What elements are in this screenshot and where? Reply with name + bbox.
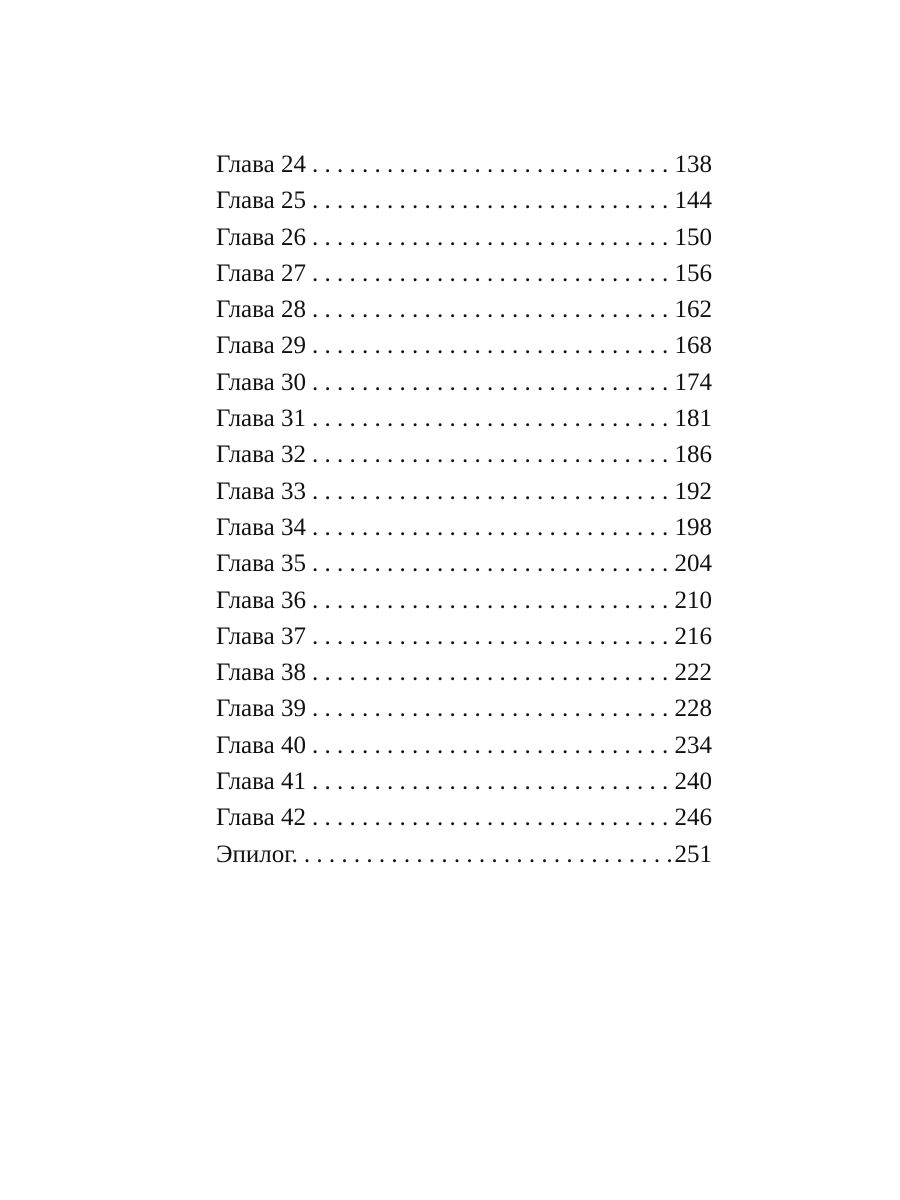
toc-entry-title: Глава 35 [216,550,306,578]
toc-dot-leader [306,401,672,437]
toc-entry[interactable] [216,292,712,328]
toc-entry[interactable] [216,256,712,292]
toc-dot-leader [298,837,672,873]
toc-dot-leader [306,220,672,256]
toc-entry[interactable] [216,583,712,619]
toc-entry-page: 246 [674,804,712,832]
toc-entry-page: 240 [674,768,712,796]
toc-dot-leader [306,619,672,655]
toc-entry-page: 156 [674,259,712,287]
toc-entry-title: Глава 37 [216,622,306,650]
toc-entry[interactable] [216,183,712,219]
toc-dot-leader [306,474,672,510]
toc-entry-title: Глава 29 [216,332,306,360]
toc-dot-leader [306,437,672,473]
toc-entry-title: Глава 41 [216,768,306,796]
toc-dot-leader [306,183,672,219]
toc-dot-leader [306,328,672,364]
toc-entry-title: Глава 33 [216,477,306,505]
toc-entry-page: 198 [674,513,712,541]
toc-entry-page: 138 [674,151,712,178]
toc-entry[interactable] [216,365,712,401]
toc-entry-title: Глава 31 [216,405,306,433]
toc-entry[interactable] [216,220,712,256]
toc-entry-page: 181 [674,405,712,433]
toc-dot-leader [306,655,672,691]
toc-entry-title: Глава 42 [216,804,306,832]
toc-entry[interactable] [216,510,712,546]
toc-entry-page: 210 [674,586,712,614]
toc-entry[interactable] [216,764,712,800]
toc-dot-leader [306,147,672,183]
toc-entry-page: 174 [674,368,712,396]
toc-entry-title: Глава 30 [216,368,306,396]
toc-dot-leader [306,365,672,401]
toc-entry-title: Глава 36 [216,586,306,614]
toc-entry-page: 251 [674,840,712,868]
toc-dot-leader [306,800,672,836]
toc-entry-page: 186 [674,441,712,469]
toc-entry[interactable] [216,437,712,473]
toc-entry-page: 162 [674,296,712,324]
toc-entry[interactable] [216,691,712,727]
toc-entry-page: 144 [674,187,712,215]
toc-dot-leader [306,583,672,619]
toc-entry[interactable] [216,837,712,873]
toc-entry-title: Глава 26 [216,223,306,251]
toc-entry-title: Глава 28 [216,296,306,324]
toc-entry-page: 234 [674,731,712,759]
toc-dot-leader [306,292,672,328]
toc-entry[interactable] [216,546,712,582]
toc-entry-page: 168 [674,332,712,360]
toc-entry-title: Глава 34 [216,513,306,541]
toc-entry-title: Глава 40 [216,731,306,759]
toc-entry-page: 216 [674,622,712,650]
toc-entry-page: 222 [674,659,712,687]
toc-entry-title: Глава 25 [216,187,306,215]
toc-entry[interactable] [216,147,712,183]
toc-entry-title: Эпилог. [216,840,298,868]
toc-dot-leader [306,764,672,800]
toc-entry-page: 204 [674,550,712,578]
toc-dot-leader [306,256,672,292]
toc-dot-leader [306,728,672,764]
toc-entry-page: 192 [674,477,712,505]
table-of-contents [216,147,712,873]
toc-dot-leader [306,510,672,546]
toc-entry[interactable] [216,474,712,510]
toc-entry[interactable] [216,728,712,764]
toc-entry-page: 150 [674,223,712,251]
toc-entry[interactable] [216,655,712,691]
toc-dot-leader [306,546,672,582]
toc-dot-leader [306,691,672,727]
toc-entry[interactable] [216,328,712,364]
toc-entry[interactable] [216,800,712,836]
toc-entry-page: 228 [674,695,712,723]
toc-entry-title: Глава 39 [216,695,306,723]
toc-entry-title: Глава 32 [216,441,306,469]
toc-entry-title: Глава 27 [216,259,306,287]
toc-entry-title: Глава 24 [216,151,306,178]
toc-entry[interactable] [216,619,712,655]
toc-entry[interactable] [216,401,712,437]
toc-entry-title: Глава 38 [216,659,306,687]
